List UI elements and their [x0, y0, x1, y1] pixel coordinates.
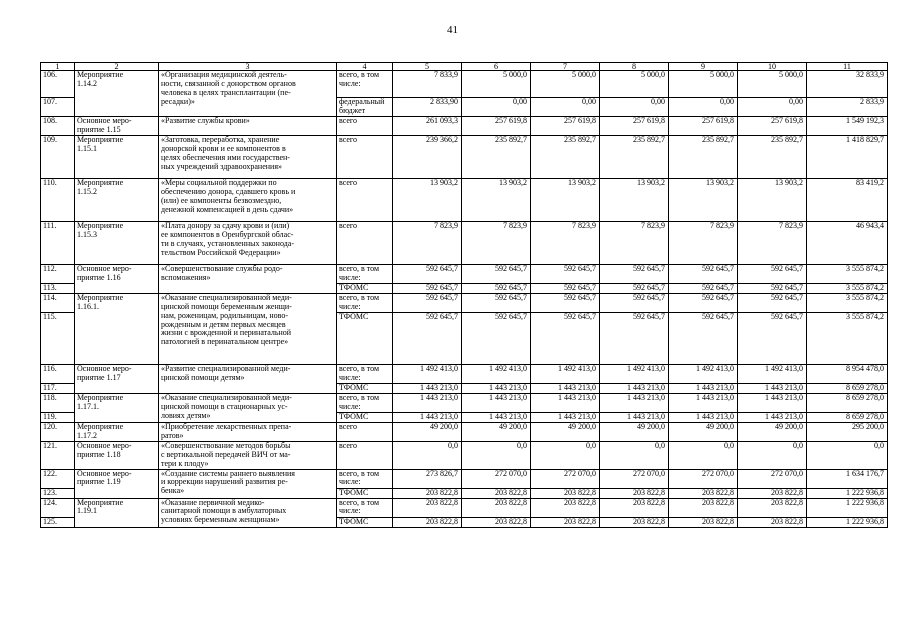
value-col-9: 7 823,9 — [669, 221, 738, 264]
row-number: 123. — [41, 488, 75, 498]
activity-title: «Оказание специализированной меди- цинской помощи в стационарных ус- ловиях детям» — [159, 393, 337, 422]
activity-title: «Организация медицинской деятель- ности, связанной с донорством органов человека в целях трансплантации (пе- ресадки)» — [159, 71, 337, 117]
funding-source: всего — [337, 221, 393, 264]
value-col-6: 203 822,8 — [462, 498, 531, 517]
value-col-8: 203 822,8 — [600, 517, 669, 527]
activity-title: «Заготовка, переработка, хранение донорской крови и ее компонентов в целях обеспечения ими государствен- ных учреждений здравоохранения» — [159, 135, 337, 178]
value-col-7: 5 000,0 — [531, 71, 600, 98]
value-col-7: 592 645,7 — [531, 293, 600, 312]
column-header-4: 4 — [337, 63, 393, 71]
value-col-9: 5 000,0 — [669, 71, 738, 98]
funding-source: федеральный бюджет — [337, 98, 393, 117]
row-number: 108. — [41, 116, 75, 135]
value-col-11: 8 954 478,0 — [807, 364, 888, 383]
value-col-8: 49 200,0 — [600, 422, 669, 441]
activity-title: «Меры социальной поддержки по обеспечению донора, сдавшего кровь и (или) ее компоненты безвозмездно, денежной компенсацией в день сдачи» — [159, 178, 337, 221]
row-number: 116. — [41, 364, 75, 383]
value-col-9: 257 619,8 — [669, 116, 738, 135]
column-header-1: 1 — [41, 63, 75, 71]
activity-title: «Развитие службы крови» — [159, 116, 337, 135]
activity-name: Мероприятие 1.15.3 — [75, 221, 159, 264]
table-row — [41, 422, 888, 441]
row-number: 113. — [41, 283, 75, 293]
value-col-7: 592 645,7 — [531, 312, 600, 364]
funding-source: ТФОМС — [337, 488, 393, 498]
column-header-5: 5 — [393, 63, 462, 71]
value-col-8: 7 823,9 — [600, 221, 669, 264]
table-row — [41, 135, 888, 178]
row-number: 124. — [41, 498, 75, 517]
value-col-7: 0,0 — [531, 441, 600, 469]
funding-source: всего, в том числе: — [337, 293, 393, 312]
value-col-10: 272 070,0 — [738, 469, 807, 488]
value-col-9: 235 892,7 — [669, 135, 738, 178]
value-col-5: 203 822,8 — [393, 517, 462, 527]
value-col-6: 235 892,7 — [462, 135, 531, 178]
activity-name: Мероприятие 1.17.2 — [75, 422, 159, 441]
row-number: 112. — [41, 264, 75, 283]
funding-source: всего, в том числе: — [337, 264, 393, 283]
activity-name: Мероприятие 1.14.2 — [75, 71, 159, 117]
value-col-6: 203 822,8 — [462, 517, 531, 527]
value-col-5: 592 645,7 — [393, 283, 462, 293]
value-col-8: 257 619,8 — [600, 116, 669, 135]
value-col-7: 1 443 213,0 — [531, 393, 600, 412]
value-col-11: 1 549 192,3 — [807, 116, 888, 135]
value-col-9: 1 492 413,0 — [669, 364, 738, 383]
value-col-10: 1 492 413,0 — [738, 364, 807, 383]
activity-name: Мероприятие 1.15.1 — [75, 135, 159, 178]
column-header-7: 7 — [531, 63, 600, 71]
value-col-10: 203 822,8 — [738, 498, 807, 517]
value-col-6: 1 443 213,0 — [462, 412, 531, 422]
column-header-9: 9 — [669, 63, 738, 71]
activity-title: «Совершенствование методов борьбы с вертикальной передачей ВИЧ от ма- тери к плоду» — [159, 441, 337, 469]
value-col-6: 592 645,7 — [462, 312, 531, 364]
row-number: 109. — [41, 135, 75, 178]
value-col-8: 203 822,8 — [600, 488, 669, 498]
funding-source: ТФОМС — [337, 383, 393, 393]
table-row — [41, 393, 888, 412]
value-col-8: 203 822,8 — [600, 498, 669, 517]
value-col-5: 1 443 213,0 — [393, 412, 462, 422]
table-row — [41, 498, 888, 517]
value-col-7: 0,00 — [531, 98, 600, 117]
value-col-10: 257 619,8 — [738, 116, 807, 135]
value-col-6: 49 200,0 — [462, 422, 531, 441]
funding-source: ТФОМС — [337, 312, 393, 364]
row-number: 118. — [41, 393, 75, 412]
value-col-10: 592 645,7 — [738, 293, 807, 312]
value-col-11: 83 419,2 — [807, 178, 888, 221]
value-col-11: 3 555 874,2 — [807, 283, 888, 293]
value-col-10: 7 823,9 — [738, 221, 807, 264]
funding-source: всего, в том числе: — [337, 364, 393, 383]
funding-source: ТФОМС — [337, 283, 393, 293]
value-col-6: 1 443 213,0 — [462, 393, 531, 412]
value-col-6: 592 645,7 — [462, 293, 531, 312]
table-row — [41, 364, 888, 383]
row-number: 120. — [41, 422, 75, 441]
value-col-6: 257 619,8 — [462, 116, 531, 135]
value-col-8: 272 070,0 — [600, 469, 669, 488]
funding-source: всего, в том числе: — [337, 469, 393, 488]
funding-source: всего — [337, 441, 393, 469]
value-col-8: 1 443 213,0 — [600, 412, 669, 422]
value-col-8: 0,00 — [600, 98, 669, 117]
value-col-8: 592 645,7 — [600, 264, 669, 283]
value-col-6: 203 822,8 — [462, 488, 531, 498]
row-number: 122. — [41, 469, 75, 488]
value-col-11: 8 659 278,0 — [807, 393, 888, 412]
value-col-6: 592 645,7 — [462, 283, 531, 293]
activity-name: Основное меро- приятие 1.19 — [75, 469, 159, 498]
activity-title: «Создание системы раннего выявления и коррекции нарушений развития ре- бенка» — [159, 469, 337, 498]
table-row — [41, 71, 888, 98]
value-col-7: 1 492 413,0 — [531, 364, 600, 383]
activity-title: «Оказание специализированной меди- цинской помощи беременным женщи- нам, роженицам, родильницам, ново- рожденным и детям первых месяцев жизни с врожденной и перинатальной патологией в перинатальном центре» — [159, 293, 337, 364]
value-col-7: 203 822,8 — [531, 488, 600, 498]
value-col-9: 1 443 213,0 — [669, 383, 738, 393]
funding-source: всего — [337, 116, 393, 135]
value-col-8: 13 903,2 — [600, 178, 669, 221]
table-row — [41, 293, 888, 312]
activity-title: «Оказание первичной медико- санитарной помощи в амбулаторных условиях беременным женщинам» — [159, 498, 337, 527]
value-col-7: 1 443 213,0 — [531, 412, 600, 422]
value-col-5: 273 826,7 — [393, 469, 462, 488]
value-col-9: 13 903,2 — [669, 178, 738, 221]
value-col-11: 1 222 936,8 — [807, 488, 888, 498]
activity-name: Мероприятие 1.15.2 — [75, 178, 159, 221]
activity-title: «Совершенствование службы родо- вспоможения» — [159, 264, 337, 293]
value-col-5: 2 833,90 — [393, 98, 462, 117]
value-col-11: 295 200,0 — [807, 422, 888, 441]
row-number: 125. — [41, 517, 75, 527]
value-col-11: 8 659 278,0 — [807, 383, 888, 393]
funding-source: всего, в том числе: — [337, 498, 393, 517]
funding-source: ТФОМС — [337, 517, 393, 527]
value-col-8: 1 492 413,0 — [600, 364, 669, 383]
value-col-10: 1 443 213,0 — [738, 393, 807, 412]
table-row — [41, 178, 888, 221]
column-header-11: 11 — [807, 63, 888, 71]
row-number: 107. — [41, 98, 75, 117]
value-col-7: 592 645,7 — [531, 283, 600, 293]
value-col-7: 203 822,8 — [531, 498, 600, 517]
row-number: 119. — [41, 412, 75, 422]
value-col-6: 0,0 — [462, 441, 531, 469]
column-header-8: 8 — [600, 63, 669, 71]
value-col-6: 7 823,9 — [462, 221, 531, 264]
value-col-10: 0,00 — [738, 98, 807, 117]
table-row — [41, 264, 888, 283]
row-number: 110. — [41, 178, 75, 221]
value-col-9: 592 645,7 — [669, 293, 738, 312]
value-col-7: 1 443 213,0 — [531, 383, 600, 393]
value-col-8: 235 892,7 — [600, 135, 669, 178]
activity-name: Основное меро- приятие 1.18 — [75, 441, 159, 469]
value-col-11: 3 555 874,2 — [807, 312, 888, 364]
activity-title: «Плата донору за сдачу крови и (или) ее компонентов в Оренбургской облас- ти в случаях, установленных законода- тельством Российской Федерации» — [159, 221, 337, 264]
activity-name: Мероприятие 1.17.1. — [75, 393, 159, 422]
value-col-5: 203 822,8 — [393, 498, 462, 517]
value-col-7: 257 619,8 — [531, 116, 600, 135]
value-col-6: 5 000,0 — [462, 71, 531, 98]
column-header-10: 10 — [738, 63, 807, 71]
value-col-8: 5 000,0 — [600, 71, 669, 98]
funding-source: всего — [337, 422, 393, 441]
value-col-7: 203 822,8 — [531, 517, 600, 527]
value-col-10: 49 200,0 — [738, 422, 807, 441]
value-col-9: 592 645,7 — [669, 283, 738, 293]
value-col-6: 592 645,7 — [462, 264, 531, 283]
value-col-8: 1 443 213,0 — [600, 383, 669, 393]
value-col-9: 49 200,0 — [669, 422, 738, 441]
value-col-7: 7 823,9 — [531, 221, 600, 264]
table-row — [41, 116, 888, 135]
value-col-9: 592 645,7 — [669, 312, 738, 364]
value-col-9: 0,0 — [669, 441, 738, 469]
value-col-8: 1 443 213,0 — [600, 393, 669, 412]
value-col-8: 592 645,7 — [600, 312, 669, 364]
table-row — [41, 441, 888, 469]
table-row — [41, 221, 888, 264]
row-number: 114. — [41, 293, 75, 312]
value-col-5: 261 093,3 — [393, 116, 462, 135]
value-col-5: 592 645,7 — [393, 264, 462, 283]
page-number: 41 — [447, 24, 458, 36]
value-col-5: 1 443 213,0 — [393, 393, 462, 412]
value-col-5: 239 366,2 — [393, 135, 462, 178]
funding-source: всего — [337, 178, 393, 221]
value-col-11: 1 222 936,8 — [807, 517, 888, 527]
value-col-5: 49 200,0 — [393, 422, 462, 441]
value-col-7: 592 645,7 — [531, 264, 600, 283]
row-number: 115. — [41, 312, 75, 364]
value-col-5: 0,0 — [393, 441, 462, 469]
funding-source: ТФОМС — [337, 412, 393, 422]
value-col-9: 592 645,7 — [669, 264, 738, 283]
value-col-6: 13 903,2 — [462, 178, 531, 221]
value-col-8: 592 645,7 — [600, 283, 669, 293]
column-header-2: 2 — [75, 63, 159, 71]
value-col-10: 592 645,7 — [738, 264, 807, 283]
value-col-9: 203 822,8 — [669, 517, 738, 527]
value-col-6: 1 492 413,0 — [462, 364, 531, 383]
value-col-5: 7 833,9 — [393, 71, 462, 98]
value-col-11: 1 634 176,7 — [807, 469, 888, 488]
funding-source: всего, в том числе: — [337, 71, 393, 98]
activity-name: Основное меро- приятие 1.15 — [75, 116, 159, 135]
value-col-5: 203 822,8 — [393, 488, 462, 498]
activity-title: «Развитие специализированной меди- цинской помощи детям» — [159, 364, 337, 393]
value-col-5: 1 443 213,0 — [393, 383, 462, 393]
value-col-10: 592 645,7 — [738, 283, 807, 293]
value-col-9: 203 822,8 — [669, 488, 738, 498]
table-row — [41, 469, 888, 488]
value-col-9: 1 443 213,0 — [669, 412, 738, 422]
value-col-5: 7 823,9 — [393, 221, 462, 264]
value-col-6: 0,00 — [462, 98, 531, 117]
value-col-5: 592 645,7 — [393, 293, 462, 312]
value-col-10: 203 822,8 — [738, 488, 807, 498]
value-col-6: 1 443 213,0 — [462, 383, 531, 393]
value-col-11: 1 222 936,8 — [807, 498, 888, 517]
funding-source: всего, в том числе: — [337, 393, 393, 412]
value-col-8: 592 645,7 — [600, 293, 669, 312]
value-col-11: 46 943,4 — [807, 221, 888, 264]
value-col-11: 2 833,9 — [807, 98, 888, 117]
row-number: 121. — [41, 441, 75, 469]
value-col-5: 13 903,2 — [393, 178, 462, 221]
value-col-9: 203 822,8 — [669, 498, 738, 517]
value-col-10: 235 892,7 — [738, 135, 807, 178]
value-col-5: 592 645,7 — [393, 312, 462, 364]
column-header-3: 3 — [159, 63, 337, 71]
activity-name: Мероприятие 1.16.1. — [75, 293, 159, 364]
value-col-11: 0,0 — [807, 441, 888, 469]
value-col-7: 272 070,0 — [531, 469, 600, 488]
value-col-9: 0,00 — [669, 98, 738, 117]
value-col-6: 272 070,0 — [462, 469, 531, 488]
row-number: 117. — [41, 383, 75, 393]
activity-name: Основное меро- приятие 1.16 — [75, 264, 159, 293]
value-col-10: 1 443 213,0 — [738, 383, 807, 393]
value-col-10: 0,0 — [738, 441, 807, 469]
value-col-11: 8 659 278,0 — [807, 412, 888, 422]
value-col-5: 1 492 413,0 — [393, 364, 462, 383]
activity-name: Основное меро- приятие 1.17 — [75, 364, 159, 393]
value-col-10: 592 645,7 — [738, 312, 807, 364]
value-col-11: 32 833,9 — [807, 71, 888, 98]
value-col-9: 1 443 213,0 — [669, 393, 738, 412]
budget-table — [40, 62, 888, 528]
value-col-9: 272 070,0 — [669, 469, 738, 488]
row-number: 106. — [41, 71, 75, 98]
value-col-7: 235 892,7 — [531, 135, 600, 178]
row-number: 111. — [41, 221, 75, 264]
value-col-8: 0,0 — [600, 441, 669, 469]
activity-title: «Приобретение лекарственных препа- ратов» — [159, 422, 337, 441]
value-col-7: 13 903,2 — [531, 178, 600, 221]
column-header-6: 6 — [462, 63, 531, 71]
value-col-10: 203 822,8 — [738, 517, 807, 527]
value-col-10: 13 903,2 — [738, 178, 807, 221]
value-col-10: 1 443 213,0 — [738, 412, 807, 422]
funding-source: всего — [337, 135, 393, 178]
value-col-11: 3 555 874,2 — [807, 264, 888, 283]
activity-name: Мероприятие 1.19.1 — [75, 498, 159, 527]
value-col-7: 49 200,0 — [531, 422, 600, 441]
value-col-11: 1 418 829,7 — [807, 135, 888, 178]
value-col-10: 5 000,0 — [738, 71, 807, 98]
header-row — [41, 63, 888, 71]
value-col-11: 3 555 874,2 — [807, 293, 888, 312]
